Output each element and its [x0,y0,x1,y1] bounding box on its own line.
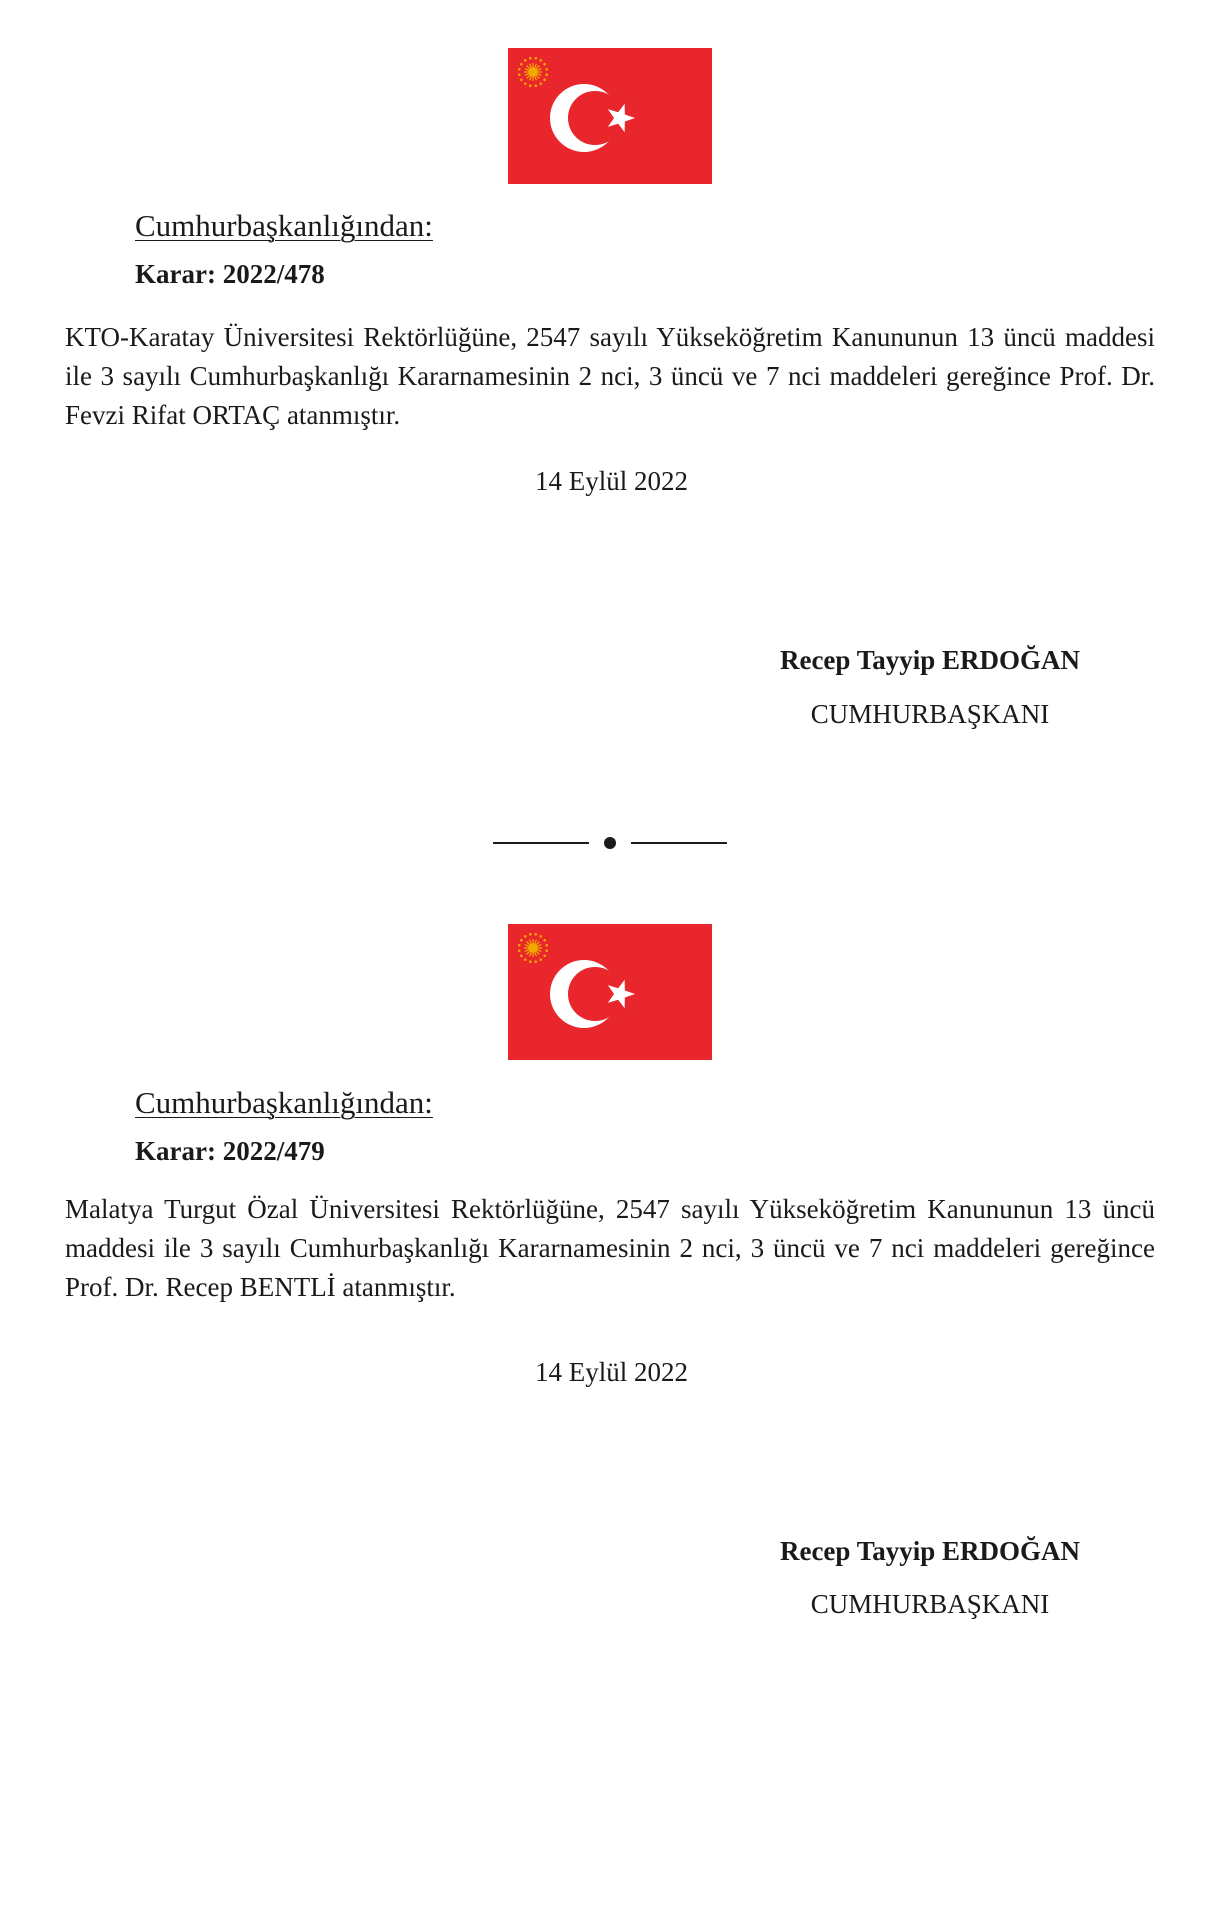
decision-number: Karar: 2022/478 [135,259,325,289]
section-separator [493,836,727,850]
signer-name: Recep Tayyip ERDOĞAN [779,645,1081,675]
decision-date: 14 Eylül 2022 [535,1357,688,1387]
issuer-header: Cumhurbaşkanlığından: [135,208,433,243]
presidential-flag-icon [508,48,712,184]
decision-number: Karar: 2022/479 [135,1136,325,1166]
presidential-flag-icon [508,924,712,1060]
decision-date: 14 Eylül 2022 [535,466,688,496]
separator-line-right [631,842,727,844]
signer-title: CUMHURBAŞKANI [810,1589,1050,1619]
decision-body: Malatya Turgut Özal Üniversitesi Rektörlüğüne, 2547 sayılı Yükseköğretim Kanununun 13 üncü maddesi ile 3 sayılı Cumhurbaşkanlığı Kararnamesinin 2 nci, 3 üncü ve 7 nci maddeleri gereğince Prof. Dr. Recep BENTLİ atanmıştır. [65,1194,1155,1302]
issuer-header: Cumhurbaşkanlığından: [135,1085,433,1120]
signer-title: CUMHURBAŞKANI [810,699,1050,729]
separator-dot [604,837,616,849]
decision-body: KTO-Karatay Üniversitesi Rektörlüğüne, 2547 sayılı Yükseköğretim Kanununun 13 üncü maddesi ile 3 sayılı Cumhurbaşkanlığı Kararnamesinin 2 nci, 3 üncü ve 7 nci maddeleri gereğince Prof. Dr. Fevzi Rifat ORTAÇ atanmıştır. [65,322,1155,430]
separator-line-left [493,842,589,844]
signer-name: Recep Tayyip ERDOĞAN [779,1536,1081,1566]
